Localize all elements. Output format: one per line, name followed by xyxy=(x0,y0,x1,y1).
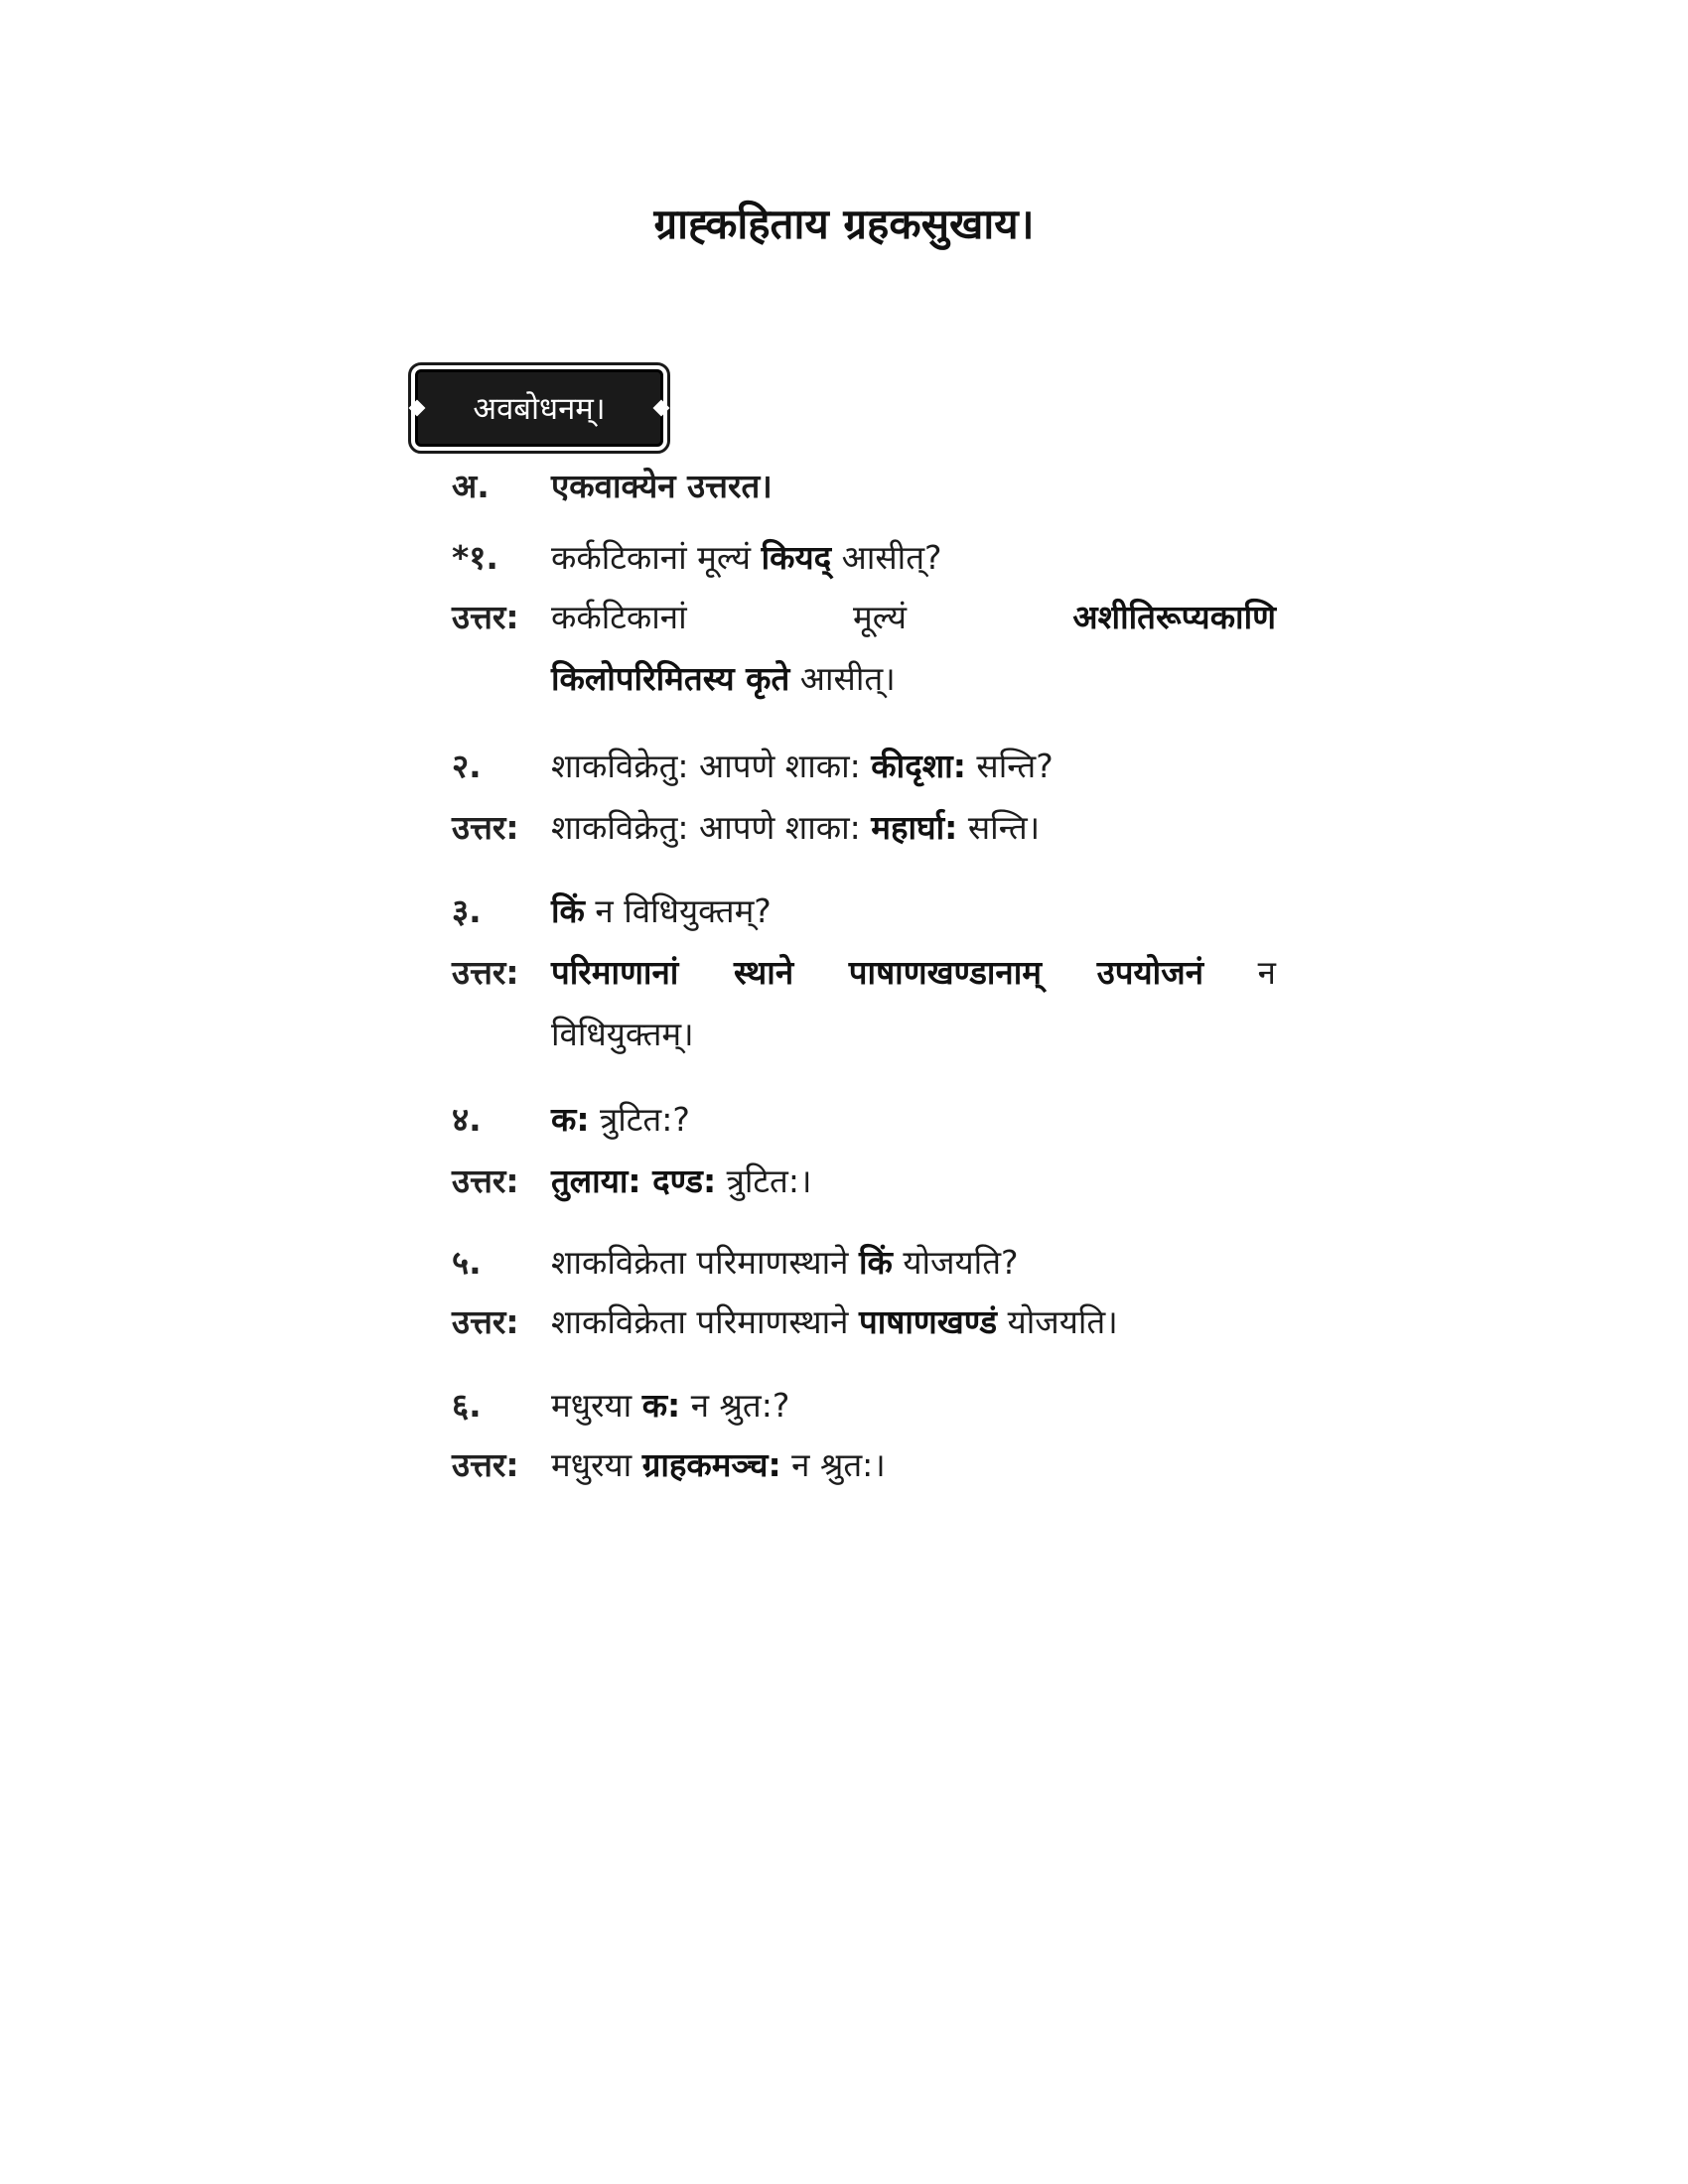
question-number: ६. xyxy=(452,1386,482,1425)
answer-text: मधुरया ग्राहकमञ्च: न श्रुत:। xyxy=(551,1445,886,1484)
answer-text: शाकविक्रेतु: आपणे शाका: महार्घा: सन्ति। xyxy=(551,808,1041,847)
section-label-badge xyxy=(415,369,663,447)
question-5 xyxy=(452,1233,1276,1293)
question-text: शाकविक्रेतु: आपणे शाका: कीदृशा: सन्ति? xyxy=(551,747,1054,785)
exercise-instruction: एकवाक्येन उत्तरत। xyxy=(551,467,773,505)
question-text: कर्कटिकानां मूल्यं कियद् आसीत्? xyxy=(551,538,942,577)
question-number: ५. xyxy=(452,1243,482,1282)
answer-1-line-1 xyxy=(452,588,1276,647)
answer-text: परिमाणानां स्थाने पाषाणखण्डानाम् उपयोजनं न xyxy=(551,953,1276,992)
question-number: २. xyxy=(452,747,482,785)
answer-text: कर्कटिकानां मूल्यं अशीतिरूप्यकाणि xyxy=(551,598,1276,636)
answer-label: उत्तर: xyxy=(452,953,519,992)
answer-1-line-2 xyxy=(452,649,1276,709)
question-2 xyxy=(452,737,1276,796)
question-number: ३. xyxy=(452,891,482,930)
section-label-text: अवबोधनम्। xyxy=(473,391,606,427)
answer-label: उत्तर: xyxy=(452,1161,519,1200)
answer-label: उत्तर: xyxy=(452,1302,519,1341)
answer-label: उत्तर: xyxy=(452,1445,519,1484)
answer-2 xyxy=(452,798,1276,858)
answer-text: किलोपरिमितस्य कृते आसीत्। xyxy=(551,659,896,698)
exercise-heading xyxy=(452,457,1276,516)
question-text: क: त्रुटित:? xyxy=(551,1100,690,1139)
question-text: शाकविक्रेता परिमाणस्थाने किं योजयति? xyxy=(551,1243,1019,1282)
answer-5 xyxy=(452,1293,1276,1352)
answer-label: उत्तर: xyxy=(452,808,519,847)
question-3 xyxy=(452,882,1276,941)
question-6 xyxy=(452,1376,1276,1435)
answer-label: उत्तर: xyxy=(452,598,519,636)
answer-3-line-2 xyxy=(452,1005,1276,1064)
answer-text: शाकविक्रेता परिमाणस्थाने पाषाणखण्डं योजयति। xyxy=(551,1302,1118,1341)
question-text: किं न विधियुक्तम्? xyxy=(551,891,772,930)
question-1 xyxy=(452,528,1276,588)
page-title: ग्राह्कहिताय ग्रहकसुखाय। xyxy=(653,200,1035,248)
answer-text: विधियुक्तम्। xyxy=(551,1015,694,1053)
answer-3-line-1 xyxy=(452,943,1276,1003)
question-number: *१. xyxy=(452,538,498,577)
question-4 xyxy=(452,1090,1276,1150)
answer-6 xyxy=(452,1435,1276,1495)
answer-text: तुलाया: दण्ड: त्रुटित:। xyxy=(551,1161,812,1200)
exercise-label: अ. xyxy=(452,467,490,505)
question-number: ४. xyxy=(452,1100,482,1139)
question-text: मधुरया क: न श्रुत:? xyxy=(551,1386,790,1425)
answer-4 xyxy=(452,1152,1276,1211)
